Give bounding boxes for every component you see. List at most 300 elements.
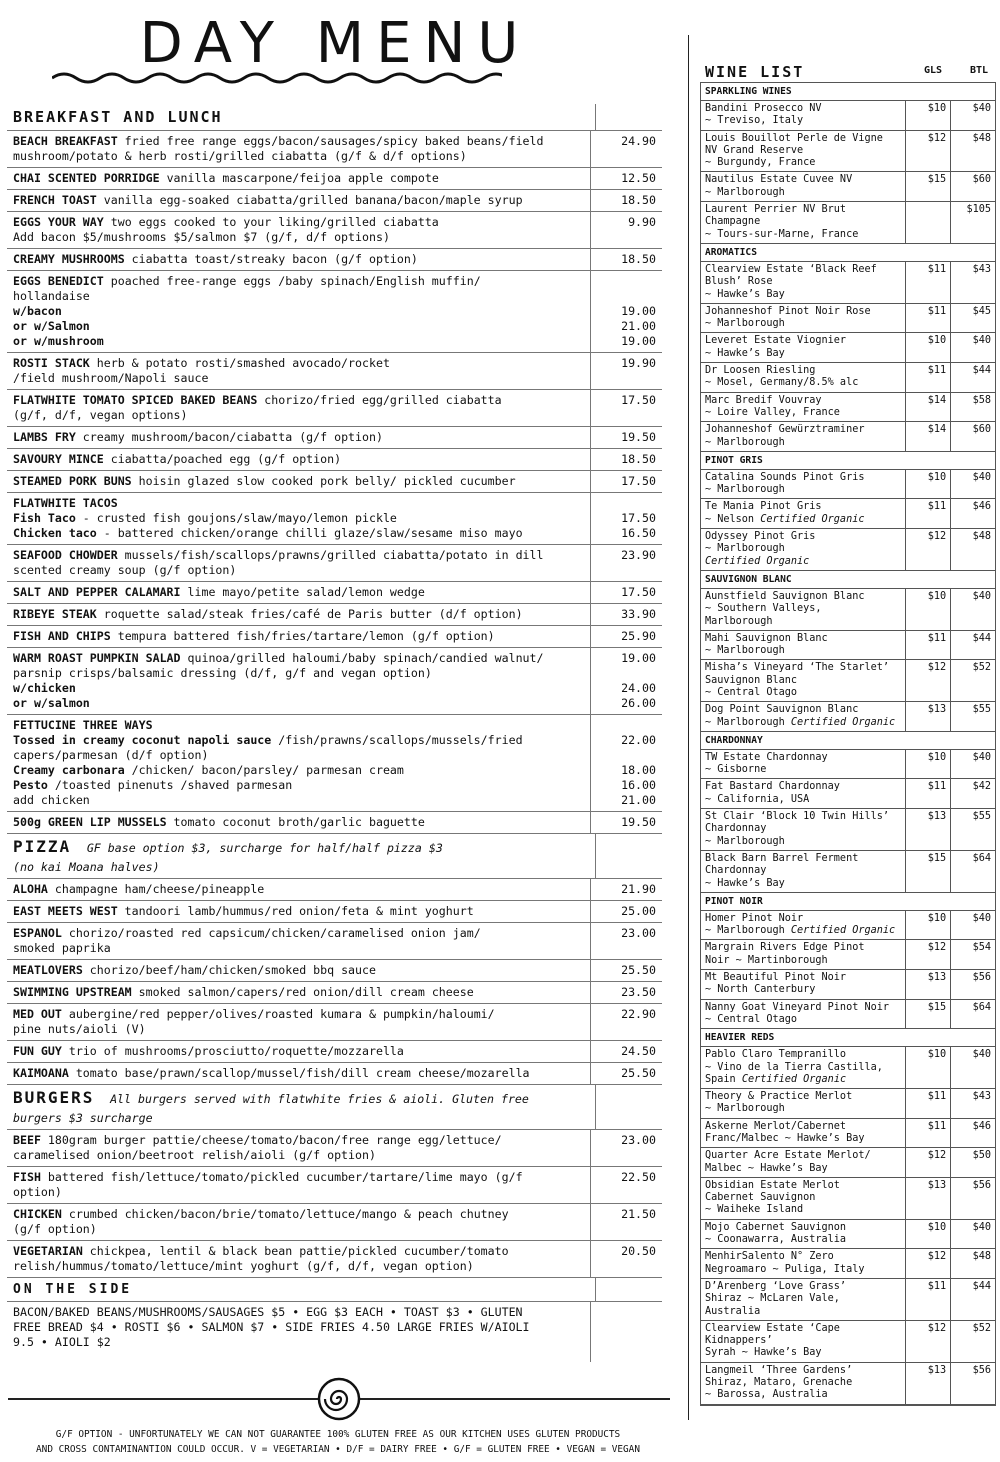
menu-item-price bbox=[590, 901, 662, 922]
wine-name-line: ~ Hawke’s Bay bbox=[705, 877, 785, 889]
wine-name-line: St Clair ‘Block 10 Twin Hills’ bbox=[705, 811, 890, 823]
menu-item-text: chorizo/beef/ham/chicken/smoked bbq sauce bbox=[82, 963, 376, 977]
menu-item bbox=[7, 249, 662, 271]
wine-name bbox=[701, 750, 905, 779]
menu-item-description bbox=[7, 1041, 590, 1062]
wine-name-line: ~ Barossa, Australia bbox=[705, 1389, 828, 1401]
menu-item-price bbox=[590, 715, 662, 811]
description-line bbox=[13, 733, 584, 748]
description-line bbox=[13, 882, 584, 897]
price-value: 18.50 bbox=[621, 193, 656, 207]
menu-item bbox=[7, 449, 662, 471]
wine-name bbox=[701, 1279, 905, 1320]
wine-glass-price: $11 bbox=[905, 1119, 950, 1148]
menu-item-text: quinoa/grilled haloumi/baby spinach/candied walnut/ bbox=[180, 651, 544, 665]
wine-row bbox=[701, 262, 995, 304]
wine-bottle-price: $55 bbox=[950, 702, 995, 731]
price-value: 19.00 bbox=[621, 334, 656, 348]
wine-name-line: ~ Marlborough bbox=[705, 543, 785, 555]
menu-item-text: smoked salmon/capers/red onion/dill cream cheese bbox=[131, 985, 474, 999]
wine-table bbox=[700, 83, 996, 1406]
menu-item-name: FLATWHITE TOMATO SPICED BAKED BEANS bbox=[13, 393, 258, 407]
menu-item-description bbox=[7, 1004, 590, 1040]
menu-item-name: or w/mushroom bbox=[13, 334, 104, 348]
description-line bbox=[13, 985, 584, 1000]
breakfast-list bbox=[7, 131, 662, 834]
price-value: 21.50 bbox=[621, 1207, 656, 1221]
price-value: 9.90 bbox=[628, 215, 656, 229]
menu-item-name: FUN GUY bbox=[13, 1044, 62, 1058]
food-menu bbox=[7, 104, 662, 1362]
section-note: burgers $3 surcharge bbox=[13, 1111, 153, 1125]
wine-glass-price: $12 bbox=[905, 131, 950, 172]
wine-row bbox=[701, 660, 995, 702]
wine-row bbox=[701, 702, 995, 732]
wine-row bbox=[701, 529, 995, 571]
price-value bbox=[591, 274, 656, 289]
menu-item-price bbox=[590, 131, 662, 167]
wine-bottle-price: $40 bbox=[950, 750, 995, 779]
description-line bbox=[13, 511, 584, 526]
description-line bbox=[13, 815, 584, 830]
menu-item-description bbox=[7, 1167, 590, 1203]
wine-name-line: Mahi Sauvignon Blanc bbox=[705, 632, 828, 644]
wine-row bbox=[701, 1321, 995, 1363]
wine-name bbox=[701, 1321, 905, 1362]
description-line bbox=[13, 171, 584, 186]
wine-glass-price: $10 bbox=[905, 470, 950, 499]
wine-row bbox=[701, 809, 995, 851]
wine-bottle-price: $52 bbox=[950, 1321, 995, 1362]
price-value: 24.90 bbox=[621, 134, 656, 148]
menu-item-price bbox=[590, 493, 662, 544]
price-value: 33.90 bbox=[621, 607, 656, 621]
wine-name-line: Johanneshof Gewürztraminer bbox=[705, 424, 865, 436]
menu-item-name: VEGETARIAN bbox=[13, 1244, 83, 1258]
price-value: 16.00 bbox=[621, 778, 656, 792]
price-value: 22.90 bbox=[621, 1007, 656, 1021]
wine-row bbox=[701, 631, 995, 661]
menu-item-name: FRENCH TOAST bbox=[13, 193, 97, 207]
menu-item-text: tomato base/prawn/scallop/mussel/fish/dill cream cheese/mozarella bbox=[68, 1066, 530, 1080]
wine-name-line: D’Arenberg ‘Love Grass’ bbox=[705, 1280, 847, 1292]
description-line bbox=[13, 763, 584, 778]
menu-item-text: caramelised onion/beetroot relish/aioli (g/f option) bbox=[13, 1148, 376, 1162]
wine-name-line: Clearview Estate ‘Cape Kidnappers’ bbox=[705, 1322, 840, 1347]
wine-name bbox=[701, 333, 905, 362]
menu-item bbox=[7, 545, 662, 582]
menu-item-price bbox=[590, 582, 662, 603]
description-line bbox=[13, 748, 584, 763]
wine-glass-price: $14 bbox=[905, 422, 950, 451]
wine-row bbox=[701, 940, 995, 970]
menu-item-description bbox=[7, 923, 590, 959]
wine-glass-price: $12 bbox=[905, 1249, 950, 1278]
menu-item-name: Pesto bbox=[13, 778, 48, 792]
wine-glass-price: $12 bbox=[905, 529, 950, 570]
menu-item-price bbox=[590, 1241, 662, 1277]
menu-item-name: EAST MEETS WEST bbox=[13, 904, 118, 918]
wine-glass-price: $13 bbox=[905, 809, 950, 850]
description-line bbox=[13, 681, 584, 696]
description-line bbox=[13, 193, 584, 208]
menu-item bbox=[7, 190, 662, 212]
menu-item-text: tomato coconut broth/garlic baguette bbox=[166, 815, 425, 829]
menu-item-description bbox=[7, 1063, 590, 1084]
menu-item-text: battered fish/lettuce/tomato/pickled cucumber/tartare/lime mayo (g/f bbox=[40, 1170, 523, 1184]
wine-bottle-price: $45 bbox=[950, 304, 995, 333]
description-line bbox=[13, 134, 584, 149]
menu-item-name: ROSTI STACK bbox=[13, 356, 90, 370]
menu-item-price bbox=[590, 471, 662, 492]
wine-glass-price: $11 bbox=[905, 262, 950, 303]
price-value bbox=[591, 496, 656, 511]
wine-row bbox=[701, 363, 995, 393]
menu-item-name: Tossed in creamy coconut napoli sauce bbox=[13, 733, 272, 747]
page-title: DAY MENU bbox=[139, 11, 531, 76]
menu-item bbox=[7, 1241, 662, 1278]
description-line bbox=[13, 666, 584, 681]
menu-item-description bbox=[7, 1130, 590, 1166]
price-value: 24.00 bbox=[621, 681, 656, 695]
price-value: 19.90 bbox=[621, 356, 656, 370]
wine-name-line: Blush’ Rose bbox=[705, 276, 773, 288]
wine-name-line: ~ Marlborough Certified Organic bbox=[705, 716, 896, 728]
menu-item-name: EGGS YOUR WAY bbox=[13, 215, 104, 229]
wine-name-line: ~ Gisborne bbox=[705, 764, 767, 776]
menu-item-text: /field mushroom/Napoli sauce bbox=[13, 371, 209, 385]
wine-name-line: Australia bbox=[705, 1305, 761, 1317]
wine-name bbox=[701, 1249, 905, 1278]
wine-name-line: Clearview Estate ‘Black Reef bbox=[705, 263, 877, 275]
description-line bbox=[13, 1022, 584, 1037]
menu-item-name: CHAI SCENTED PORRIDGE bbox=[13, 171, 160, 185]
menu-item bbox=[7, 1041, 662, 1063]
menu-item-name: Creamy carbonara bbox=[13, 763, 125, 777]
wine-name-line: ~ Tours-sur-Marne, France bbox=[705, 228, 859, 240]
menu-item-text: (g/f, d/f, vegan options) bbox=[13, 408, 188, 422]
wine-glass-price: $10 bbox=[905, 750, 950, 779]
menu-item-description bbox=[7, 212, 590, 248]
wine-bottle-price: $48 bbox=[950, 529, 995, 570]
price-value: 16.50 bbox=[621, 526, 656, 540]
menu-item-name: FLATWHITE TACOS bbox=[13, 496, 118, 510]
pizza-list bbox=[7, 879, 662, 1085]
wine-name-line: Chardonnay bbox=[705, 865, 767, 877]
menu-item bbox=[7, 604, 662, 626]
menu-item-text: chorizo/roasted red capsicum/chicken/caramelised onion jam/ bbox=[61, 926, 481, 940]
wine-row bbox=[701, 499, 995, 529]
menu-item-text: fried free range eggs/bacon/sausages/spicy baked beans/field bbox=[117, 134, 544, 148]
wave-divider-icon bbox=[52, 70, 502, 86]
menu-item-price bbox=[590, 648, 662, 714]
menu-item-price bbox=[590, 168, 662, 189]
menu-item bbox=[7, 271, 662, 353]
menu-item-name: SEAFOOD CHOWDER bbox=[13, 548, 118, 562]
menu-item-name: SWIMMING UPSTREAM bbox=[13, 985, 132, 999]
menu-item-text: two eggs cooked to your liking/grilled ciabatta bbox=[103, 215, 439, 229]
wine-name-line: NV Grand Reserve bbox=[705, 144, 804, 156]
menu-item bbox=[7, 715, 662, 812]
menu-item-description bbox=[7, 626, 590, 647]
wine-name-line: Leveret Estate Viognier bbox=[705, 335, 847, 347]
description-line bbox=[13, 1007, 584, 1022]
menu-item-price bbox=[590, 923, 662, 959]
menu-item-text: vanilla mascarpone/feijoa apple compote bbox=[159, 171, 439, 185]
wine-name-line: Mojo Cabernet Sauvignon bbox=[705, 1221, 847, 1233]
column-divider bbox=[688, 35, 689, 1420]
price-value: 18.50 bbox=[621, 252, 656, 266]
description-line bbox=[13, 393, 584, 408]
menu-item-text: smoked paprika bbox=[13, 941, 111, 955]
wine-row bbox=[701, 851, 995, 893]
wine-name-line: Negroamaro ~ Puliga, Italy bbox=[705, 1263, 865, 1275]
wine-name-line: Chardonnay bbox=[705, 823, 767, 835]
description-line bbox=[13, 274, 584, 289]
wine-name bbox=[701, 1000, 905, 1029]
wine-name-line: Marc Bredif Vouvray bbox=[705, 394, 822, 406]
menu-item-text: crumbed chicken/bacon/brie/tomato/lettuce/mango & peach chutney bbox=[61, 1207, 509, 1221]
wine-name-line: ~ California, USA bbox=[705, 793, 810, 805]
price-value bbox=[591, 289, 656, 304]
menu-item-text: /chicken/ bacon/parsley/ parmesan cream bbox=[124, 763, 404, 777]
menu-item-name: FETTUCINE THREE WAYS bbox=[13, 718, 153, 732]
wine-row bbox=[701, 101, 995, 131]
wine-name-line: ~ Burgundy, France bbox=[705, 157, 816, 169]
menu-item-price bbox=[590, 271, 662, 352]
menu-item-description bbox=[7, 131, 590, 167]
wine-row bbox=[701, 779, 995, 809]
wine-glass-price: $15 bbox=[905, 851, 950, 892]
wine-name-line: Laurent Perrier NV Brut bbox=[705, 204, 847, 216]
menu-item-description bbox=[7, 982, 590, 1003]
wine-name-line: ~ Marlborough bbox=[705, 318, 785, 330]
wine-bottle-price: $50 bbox=[950, 1148, 995, 1177]
wine-name-line: Cabernet Sauvignon bbox=[705, 1192, 816, 1204]
description-line bbox=[13, 926, 584, 941]
wine-row bbox=[701, 911, 995, 941]
menu-item-price bbox=[590, 1004, 662, 1040]
wine-glass-price: $15 bbox=[905, 1000, 950, 1029]
menu-item bbox=[7, 648, 662, 715]
description-line bbox=[13, 563, 584, 578]
wine-glass-price: $12 bbox=[905, 1321, 950, 1362]
menu-item-text: chorizo/fried egg/grilled ciabatta bbox=[257, 393, 502, 407]
menu-item-description bbox=[7, 449, 590, 470]
wine-name bbox=[701, 131, 905, 172]
wine-category: SAUVIGNON BLANC bbox=[701, 571, 995, 589]
menu-item-text: lime mayo/petite salad/lemon wedge bbox=[180, 585, 425, 599]
side-section-header bbox=[7, 1278, 662, 1302]
description-line bbox=[13, 304, 584, 319]
wine-bottle-price: $43 bbox=[950, 1089, 995, 1118]
wine-glass-price: $10 bbox=[905, 101, 950, 130]
menu-item-name: or w/Salmon bbox=[13, 319, 90, 333]
menu-item-price bbox=[590, 982, 662, 1003]
price-value: 17.50 bbox=[621, 585, 656, 599]
wine-row bbox=[701, 1249, 995, 1279]
organic-label: Certified Organic bbox=[790, 925, 896, 937]
wine-name-line: Aunstfield Sauvignon Blanc bbox=[705, 590, 865, 602]
menu-item-description bbox=[7, 390, 590, 426]
description-line bbox=[13, 1222, 584, 1237]
menu-item bbox=[7, 982, 662, 1004]
description-line bbox=[13, 607, 584, 622]
description-line bbox=[13, 548, 584, 563]
wine-bottle-price: $44 bbox=[950, 631, 995, 660]
footnote-line: G/F OPTION - UNFORTUNATELY WE CAN NOT GUARANTEE 100% GLUTEN FREE AS OUR KITCHEN USES GLUTEN PRODUCTS bbox=[55, 1429, 621, 1440]
wine-name-line bbox=[705, 556, 901, 568]
price-value: 23.00 bbox=[621, 926, 656, 940]
price-value bbox=[591, 666, 656, 681]
menu-item-text: parsnip crisps/balsamic dressing (d/f, g/f and vegan option) bbox=[13, 666, 432, 680]
wine-name-line: Nautilus Estate Cuvee NV bbox=[705, 174, 853, 186]
wine-bottle-price: $40 bbox=[950, 101, 995, 130]
wine-bottle-price: $56 bbox=[950, 1363, 995, 1404]
menu-item-text: Add bacon $5/mushrooms $5/salmon $7 (g/f, d/f options) bbox=[13, 230, 390, 244]
wine-name-line: Theory & Practice Merlot bbox=[705, 1091, 853, 1103]
menu-item-name: RIBEYE STEAK bbox=[13, 607, 97, 621]
menu-item bbox=[7, 901, 662, 923]
wine-bottle-price: $54 bbox=[950, 940, 995, 969]
wine-bottle-price: $40 bbox=[950, 589, 995, 630]
wine-row bbox=[701, 1000, 995, 1030]
wine-bottle-price: $48 bbox=[950, 1249, 995, 1278]
wine-glass-price bbox=[905, 202, 950, 243]
price-value bbox=[591, 718, 656, 733]
wine-row bbox=[701, 1279, 995, 1321]
menu-item-description bbox=[7, 715, 590, 811]
description-line bbox=[13, 696, 584, 711]
wine-glass-price: $13 bbox=[905, 702, 950, 731]
wine-row bbox=[701, 589, 995, 631]
section-note: (no kai Moana halves) bbox=[13, 860, 160, 874]
wine-name bbox=[701, 262, 905, 303]
wine-name-line: Sauvignon Blanc bbox=[705, 674, 798, 686]
wine-name-line: Black Barn Barrel Ferment bbox=[705, 852, 859, 864]
wine-bottle-price: $55 bbox=[950, 809, 995, 850]
wine-row bbox=[701, 202, 995, 244]
wine-name-line: Catalina Sounds Pinot Gris bbox=[705, 471, 865, 483]
menu-item bbox=[7, 960, 662, 982]
wine-name-line: ~ Central Otago bbox=[705, 686, 798, 698]
footnote-line: AND CROSS CONTAMINANTION COULD OCCUR. V = VEGETARIAN • D/F = DAIRY FREE • G/F = GLUTEN FREE • VEGAN = VEGAN bbox=[36, 1444, 640, 1455]
wine-name bbox=[701, 202, 905, 243]
wine-glass-price: $11 bbox=[905, 363, 950, 392]
wine-name bbox=[701, 1119, 905, 1148]
wine-glass-price: $11 bbox=[905, 1089, 950, 1118]
price-value: 19.00 bbox=[621, 304, 656, 318]
wine-row bbox=[701, 422, 995, 452]
menu-item-name: MED OUT bbox=[13, 1007, 62, 1021]
menu-item-text: herb & potato rosti/smashed avocado/rocket bbox=[89, 356, 390, 370]
menu-item-text: /fish/prawns/scallops/mussels/fried bbox=[271, 733, 523, 747]
wine-glass-price: $13 bbox=[905, 1178, 950, 1219]
menu-item-price bbox=[590, 1041, 662, 1062]
menu-item-text: tandoori lamb/hummus/red onion/feta & mint yoghurt bbox=[117, 904, 474, 918]
menu-item-text: option) bbox=[13, 1185, 62, 1199]
menu-item-price bbox=[590, 212, 662, 248]
description-line bbox=[13, 1244, 584, 1259]
description-line bbox=[13, 793, 584, 808]
wine-glass-price: $10 bbox=[905, 589, 950, 630]
wine-row bbox=[701, 1178, 995, 1220]
menu-item-text: mushroom/potato & herb rosti/grilled ciabatta (g/f & d/f options) bbox=[13, 149, 467, 163]
wine-name bbox=[701, 499, 905, 528]
menu-item-description bbox=[7, 582, 590, 603]
menu-item-name: FISH AND CHIPS bbox=[13, 629, 111, 643]
wine-bottle-price: $46 bbox=[950, 1119, 995, 1148]
menu-item-description bbox=[7, 545, 590, 581]
menu-item-name: w/chicken bbox=[13, 681, 76, 695]
wine-name-line: Bandini Prosecco NV bbox=[705, 103, 822, 114]
wine-name-line: ~ Marlborough bbox=[705, 645, 785, 657]
wine-bottle-price: $56 bbox=[950, 1178, 995, 1219]
menu-item-text: aubergine/red pepper/olives/roasted kumara & pumpkin/haloumi/ bbox=[61, 1007, 495, 1021]
description-line bbox=[13, 941, 584, 956]
wine-list-title: WINE LIST bbox=[705, 63, 805, 81]
description-line bbox=[13, 1170, 584, 1185]
menu-item bbox=[7, 879, 662, 901]
wine-name-line: TW Estate Chardonnay bbox=[705, 751, 828, 763]
wine-list bbox=[700, 60, 996, 1406]
wine-name bbox=[701, 1220, 905, 1249]
wine-name-line: Noir ~ Martinborough bbox=[705, 954, 828, 966]
side-line: BACON/BAKED BEANS/MUSHROOMS/SAUSAGES $5 • EGG $3 EACH • TOAST $3 • GLUTEN bbox=[13, 1305, 523, 1319]
wine-glass-price: $12 bbox=[905, 660, 950, 701]
wine-row bbox=[701, 172, 995, 202]
description-line bbox=[13, 408, 584, 423]
menu-item-price bbox=[590, 879, 662, 900]
section-note: GF base option $3, surcharge for half/half pizza $3 bbox=[86, 841, 443, 855]
price-value: 23.50 bbox=[621, 985, 656, 999]
description-line bbox=[13, 356, 584, 371]
menu-item-text: 180gram burger pattie/cheese/tomato/bacon/free range egg/lettuce/ bbox=[40, 1133, 502, 1147]
price-value: 24.50 bbox=[621, 1044, 656, 1058]
wine-bottle-price: $44 bbox=[950, 1279, 995, 1320]
menu-item-price bbox=[590, 190, 662, 211]
menu-item-price bbox=[590, 1063, 662, 1084]
pizza-section-header bbox=[7, 834, 662, 879]
menu-item-price bbox=[590, 390, 662, 426]
wine-name-line: Askerne Merlot/Cabernet bbox=[705, 1120, 847, 1132]
wine-category: AROMATICS bbox=[701, 244, 995, 262]
description-line bbox=[13, 215, 584, 230]
menu-item-description bbox=[7, 168, 590, 189]
footnote bbox=[8, 1427, 668, 1457]
wine-glass-price: $12 bbox=[905, 940, 950, 969]
menu-item-price bbox=[590, 626, 662, 647]
wine-name-line: ~ Marlborough bbox=[705, 436, 785, 448]
wine-name-line: Pablo Claro Tempranillo bbox=[705, 1049, 847, 1061]
description-line bbox=[13, 430, 584, 445]
menu-item-name: Chicken taco bbox=[13, 526, 97, 540]
wine-name-line: Margrain Rivers Edge Pinot bbox=[705, 942, 865, 954]
wine-row bbox=[701, 333, 995, 363]
price-value: 25.00 bbox=[621, 904, 656, 918]
wine-name bbox=[701, 702, 905, 731]
description-line bbox=[13, 289, 584, 304]
menu-item-price bbox=[590, 449, 662, 470]
menu-item-name: EGGS BENEDICT bbox=[13, 274, 104, 288]
wine-row bbox=[701, 1148, 995, 1178]
organic-label: Certified Organic bbox=[760, 513, 865, 525]
price-value: 22.50 bbox=[621, 1170, 656, 1184]
menu-item-name: WARM ROAST PUMPKIN SALAD bbox=[13, 651, 181, 665]
wine-bottle-price: $44 bbox=[950, 363, 995, 392]
wine-name bbox=[701, 1363, 905, 1404]
wine-row bbox=[701, 1047, 995, 1089]
